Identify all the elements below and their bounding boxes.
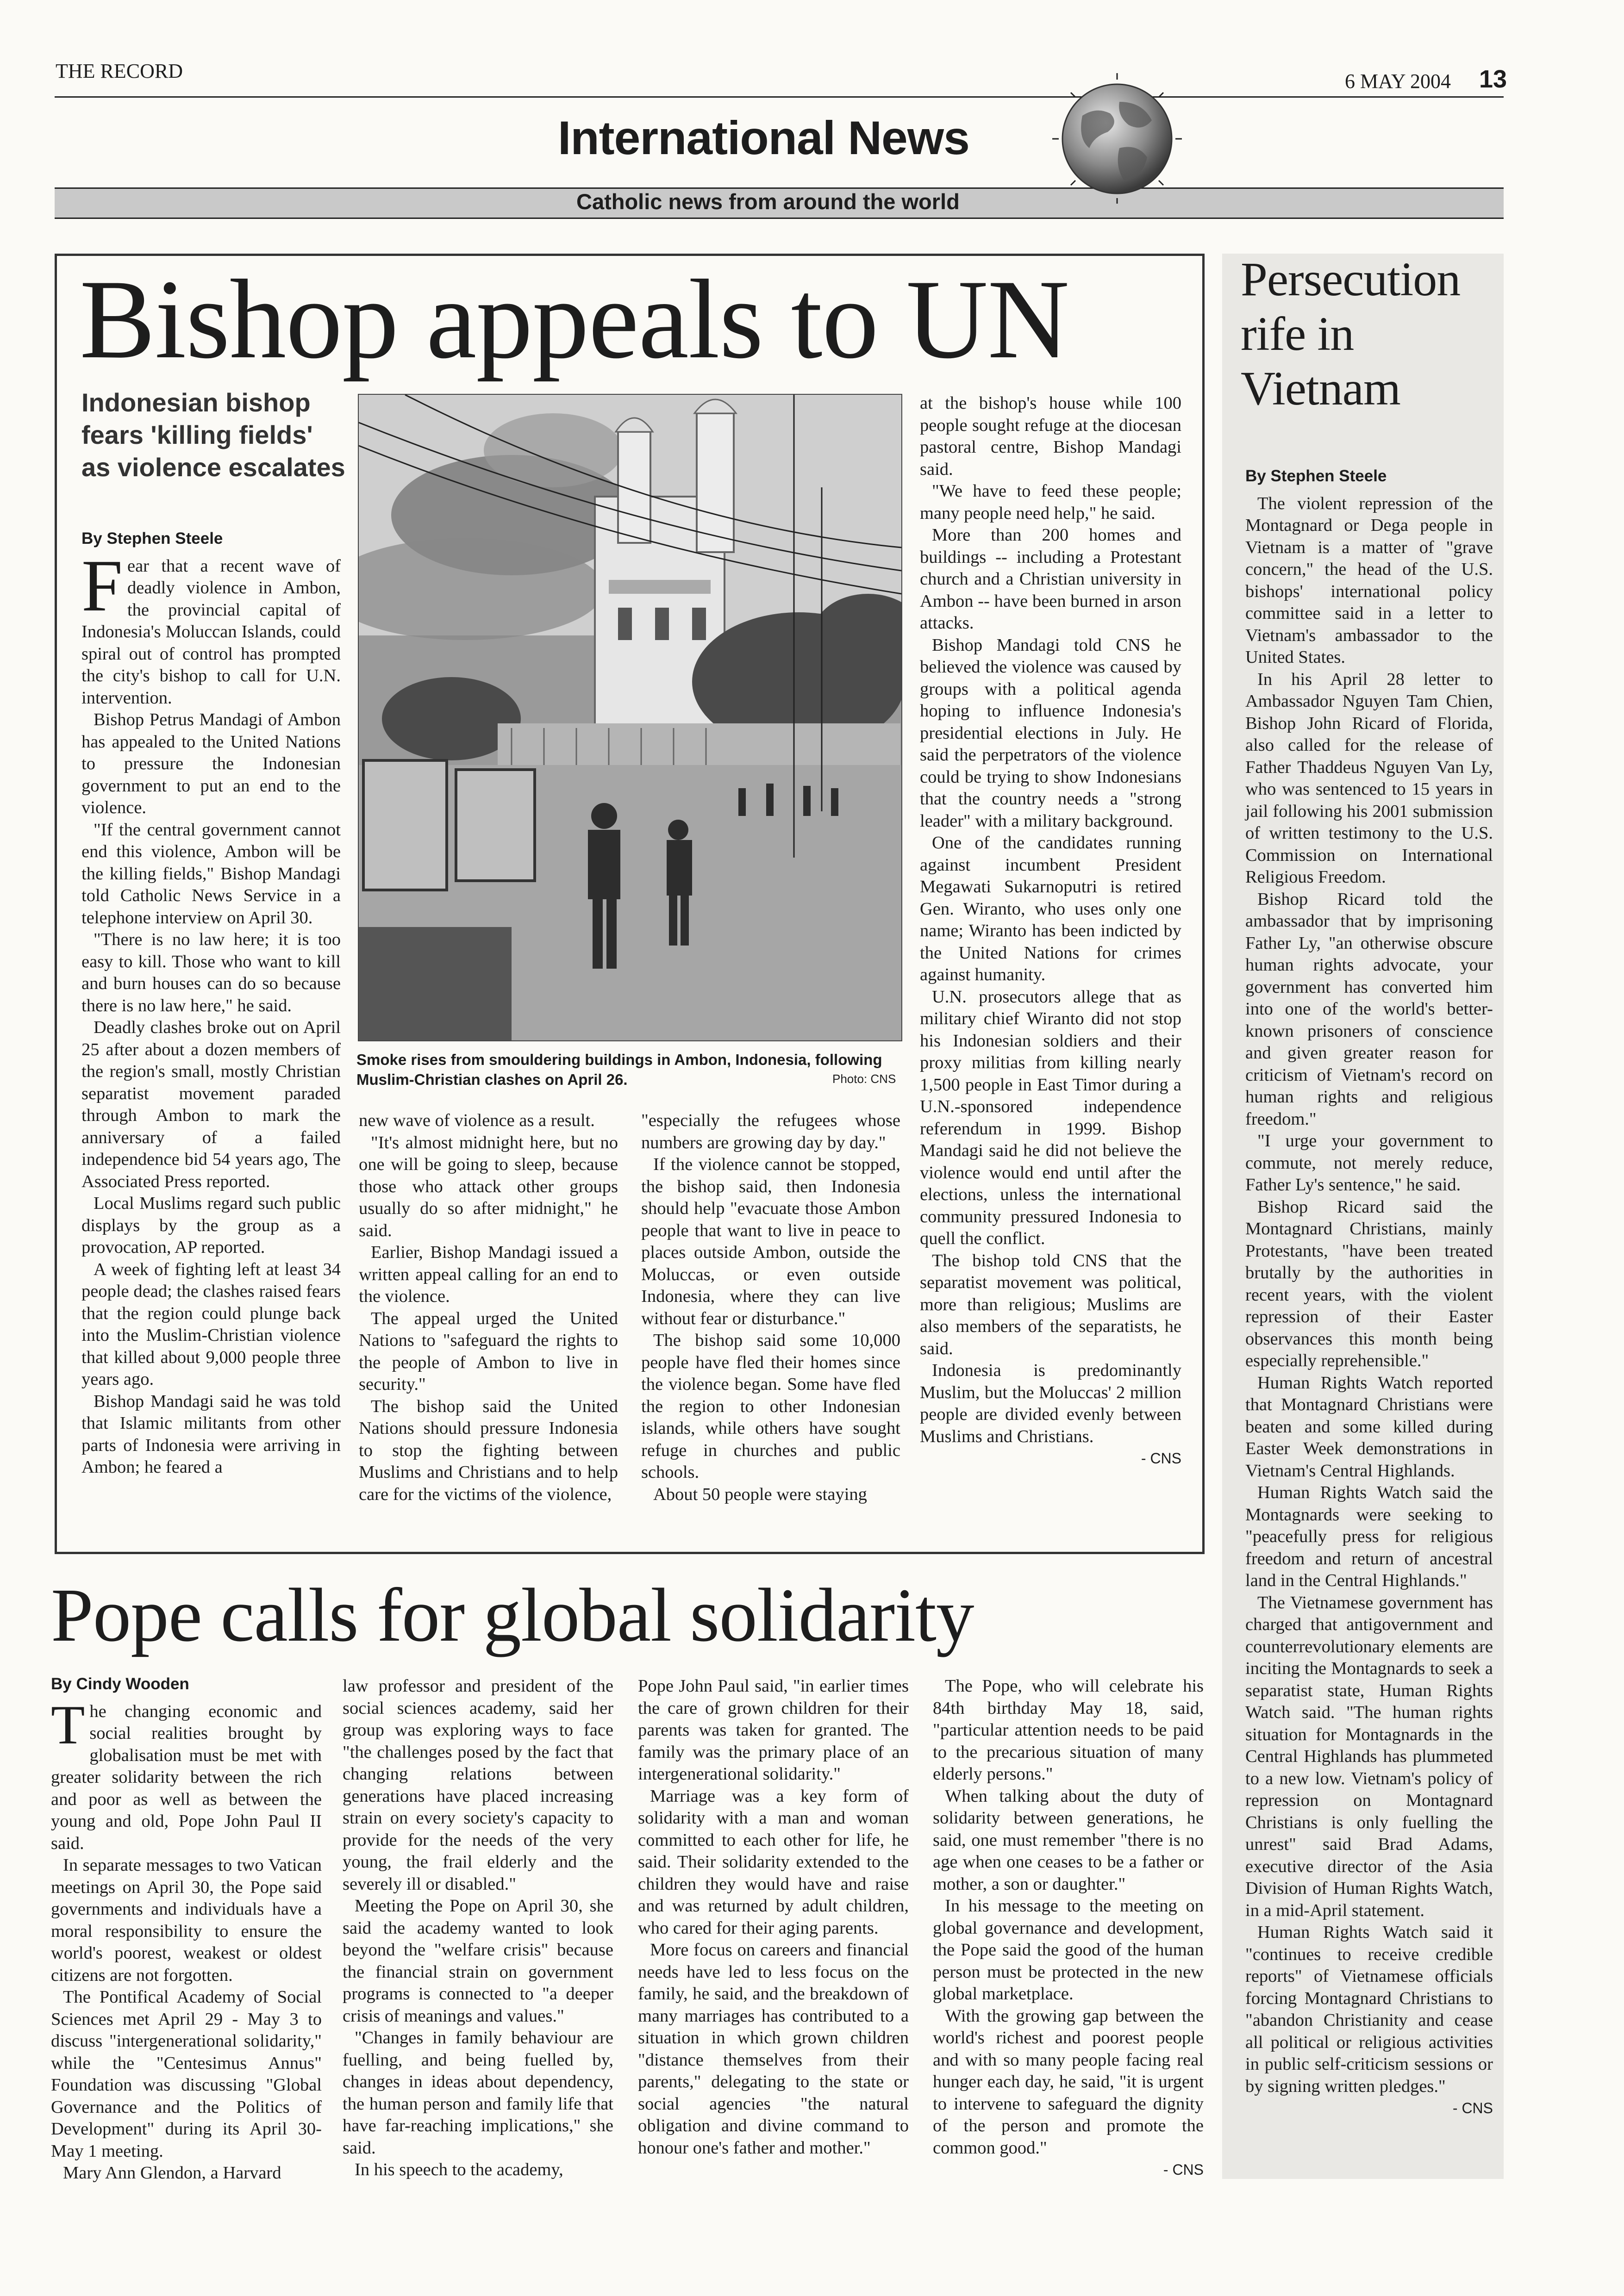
pope-column-4 <box>933 1675 1204 2181</box>
paragraph: The Pope, who will celebrate his 84th birthday May 18, said, "particular attention needs to be paid to the precarious situation of many elderly persons." <box>933 1676 1204 1784</box>
lead-column-3 <box>641 1110 900 1506</box>
sidebar-headline: Persecution rife in Vietnam <box>1241 253 1461 415</box>
paragraph: The appeal urged the United Nations to "safeguard the rights to the people of Ambon to live in security." <box>359 1308 618 1394</box>
paragraph: "I urge your government to commute, not merely reduce, Father Ly's sentence," he said. <box>1245 1131 1493 1195</box>
paragraph: Human Rights Watch reported that Montagnard Christians were beaten and some killed during Easter Week demonstrations in Vietnam's Central Highlands. <box>1245 1373 1493 1481</box>
paragraph: "If the central government cannot end this violence, Ambon will be the killing fields," Bishop Mandagi told Catholic News Service in a telephone interview on April 30. <box>81 820 341 927</box>
pope-headline: Pope calls for global solidarity <box>51 1573 974 1657</box>
masthead-rule <box>55 96 1504 98</box>
lead-column-1 <box>81 528 341 1479</box>
photo-credit: Photo: CNS <box>832 1072 896 1086</box>
sidebar-signoff: - CNS <box>1452 2100 1493 2116</box>
paragraph: Indonesia is predominantly Muslim, but the Moluccas' 2 million people are divided evenly between Muslims and Christians. <box>920 1361 1181 1446</box>
paragraph: Pope John Paul said, "in earlier times the care of grown children for their parents was taken for granted. The family was the primary place of an intergenerational solidarity." <box>638 1676 909 1784</box>
lead-column-4 <box>920 392 1181 1470</box>
paragraph: Earlier, Bishop Mandagi issued a written appeal calling for an end to the violence. <box>359 1243 618 1306</box>
paragraph: The bishop said the United Nations should pressure Indonesia to stop the fighting between Muslims and Christians and to help care for the victims of the violence, <box>359 1396 618 1504</box>
paragraph: The bishop told CNS that the separatist movement was political, more than religious; Muslims are also members of the separatists, he said. <box>920 1251 1181 1358</box>
paragraph: U.N. prosecutors allege that as military chief Wiranto did not stop his Indonesian soldiers and their proxy militias from killing nearly 1,500 people in East Timor during a U.N.-sponsored independence referendum in 1999. Bishop Mandagi said he did not believe the violence would end until after the elections, unless the international community pressured Indonesia to quell the conflict. <box>920 987 1181 1248</box>
paragraph: "especially the refugees whose numbers are growing day by day." <box>641 1111 900 1152</box>
paragraph: Marriage was a key form of solidarity with a man and woman committed to each other for life, he said. Their solidarity extended to the children they would have and raise and was returned by adult children, who cared for their aging parents. <box>638 1786 909 1938</box>
lead-headline: Bishop appeals to UN <box>80 256 1069 382</box>
lead-column-2 <box>359 1110 618 1506</box>
paragraph: Deadly clashes broke out on April 25 after about a dozen members of the region's small, mostly Christian separatist movement paraded through Ambon to mark the anniversary of a failed independence bid 54 years ago, The Associated Press reported. <box>81 1018 341 1191</box>
paragraph: "We have to feed these people; many people need help," he said. <box>920 481 1181 523</box>
paragraph: The Pontifical Academy of Social Sciences met April 29 - May 3 to discuss "intergenerational solidarity," while the "Centesimus Annus" Foundation was discussing "Global Governance and the Politics of Development" during its April 30-May 1 meeting. <box>51 1987 322 2161</box>
paragraph: The violent repression of the Montagnard or Dega people in Vietnam is a matter of "grave concern," the head of the U.S. bishops' international policy committee said in a letter to Vietnam's ambassador to the United States. <box>1245 493 1493 667</box>
paragraph: law professor and president of the social sciences academy, said her group was exploring ways to face "the challenges posed by the fact that changing relations between generations have placed increasing strain on every society's capacity to provide for the needs of the very young, the frail elderly and the severely ill or disabled." <box>343 1676 613 1894</box>
pope-column-1 <box>51 1673 322 2184</box>
paragraph: In separate messages to two Vatican meetings on April 30, the Pope said governments and individuals have a moral responsibility to ensure the world's poorest, weakest or oldest citizens are not forgotten. <box>51 1855 322 1985</box>
paragraph: new wave of violence as a result. <box>359 1111 595 1130</box>
paragraph: Bishop Ricard told the ambassador that by imprisoning Father Ly, "an otherwise obscure human rights advocate, your government has converted him into one of the world's better-known prisoners of conscience and given greater reason for criticism of Vietnam's record on human rights and religious freedom." <box>1245 889 1493 1129</box>
paragraph: One of the candidates running against incumbent President Megawati Sukarnoputri is retired Gen. Wiranto, who uses only one name; Wiranto has been indicted by the United Nations for crimes against humanity. <box>920 833 1181 984</box>
pope-column-2 <box>343 1675 613 2181</box>
paragraph: ear that a recent wave of deadly violence in Ambon, the provincial capital of Indonesia's Moluccan Islands, could spiral out of control has prompted the city's bishop to call for U.N. intervention. <box>81 556 341 708</box>
sidebar-body <box>1245 465 1493 2120</box>
paragraph: A week of fighting left at least 34 people dead; the clashes raised fears that the region could plunge back into the Muslim-Christian violence that killed about 9,000 people three years ago. <box>81 1259 341 1389</box>
paragraph: he changing economic and social realities brought by globalisation must be met with greater solidarity between the rich and poor as well as between the young and old, Pope John Paul II said. <box>51 1701 322 1853</box>
pope-signoff: - CNS <box>1163 2161 1204 2178</box>
section-subtitle: Catholic news from around the world <box>576 189 960 214</box>
paragraph: Mary Ann Glendon, a Harvard <box>63 2163 281 2183</box>
sidebar-byline: By Stephen Steele <box>1245 467 1387 485</box>
paragraph: If the violence cannot be stopped, the bishop said, then Indonesia should help "evacuate those Ambon people that want to live in peace to places outside Ambon, outside the Moluccas, or even outside Indonesia, where they can live without fear or disturbance." <box>641 1155 900 1328</box>
paragraph: In his message to the meeting on global governance and development, the Pope said the good of the human person must be protected in the new global marketplace. <box>933 1896 1204 2004</box>
paragraph: Meeting the Pope on April 30, she said the academy wanted to look beyond the "welfare crisis" because the financial strain on government programs is connected to "a deeper crisis of meanings and values." <box>343 1896 613 2026</box>
paragraph: "There is no law here; it is too easy to kill. Those who want to kill and burn houses can do so because there is no law here," he said. <box>81 930 341 1015</box>
paragraph: In his April 28 letter to Ambassador Nguyen Tam Chien, Bishop John Ricard of Florida, also called for the release of Father Thaddeus Nguyen Van Ly, who was sentenced to 15 years in jail following his 2001 submission of written testimony to the U.S. Commission on International Religious Freedom. <box>1245 669 1493 887</box>
paragraph: Human Rights Watch said the Montagnards were seeking to "peacefully press for religious freedom and return of ancestral land in the Central Highlands." <box>1245 1483 1493 1590</box>
paragraph: More focus on careers and financial needs have led to less focus on the family, he said, and the breakdown of many marriages has contributed to a situation in which grown children "distance themselves from their parents," delegating to the state or social agencies "the natural obligation and divine command to honour one's father and mother." <box>638 1940 909 2158</box>
paragraph: With the growing gap between the world's richest and poorest people and with so many people facing real hunger each day, he said, "it is urgent to intervene to safeguard the dignity of the person and promote the common good." <box>933 2006 1204 2158</box>
paragraph: "It's almost midnight here, but no one will be going to sleep, because those who attack other groups usually do so after midnight," he said. <box>359 1132 618 1240</box>
lead-signoff: - CNS <box>1141 1450 1181 1467</box>
paragraph: The Vietnamese government has charged that antigovernment and counterrevolutionary elements are inciting the Montagnards to seek a separatist state, Human Rights Watch said. "The human rights situation for Montagnards in the Central Highlands has plummeted to a new low. Vietnam's policy of repression on Montagnard Christians is only fuelling the unrest" said Brad Adams, executive director of the Asia Division of Human Rights Watch, in a mid-April statement. <box>1245 1593 1493 1920</box>
paragraph: When talking about the duty of solidarity between generations, he said, one must remember "there is no age when one ceases to be a father or mother, a son or daughter." <box>933 1786 1204 1894</box>
paragraph: Bishop Mandagi said he was told that Islamic militants from other parts of Indonesia were arriving in Ambon; he feared a <box>81 1391 341 1477</box>
paragraph: Bishop Petrus Mandagi of Ambon has appealed to the United Nations to pressure the Indonesian government to put an end to the violence. <box>81 710 341 817</box>
paragraph: Human Rights Watch said it "continues to receive credible reports" of Vietnamese officials forcing Montagnard Christians to "abandon Christianity and cease all political or religious activities in public self-criticism sessions or by signing written pledges." <box>1245 1923 1493 2096</box>
paragraph: In his speech to the academy, <box>355 2160 563 2179</box>
paragraph: More than 200 homes and buildings -- including a Protestant church and a Christian university in Ambon -- have been burned in arson attacks. <box>920 525 1181 633</box>
issue-date: 6 MAY 2004 <box>1345 70 1451 93</box>
paragraph: "Changes in family behaviour are fuelling, and being fuelled by, changes in ideas about dependency, the human person and family life that have far-reaching implications," she said. <box>343 2028 613 2158</box>
pope-byline: By Cindy Wooden <box>51 1675 189 1693</box>
lead-byline: By Stephen Steele <box>81 529 223 548</box>
paragraph: at the bishop's house while 100 people sought refuge at the diocesan pastoral centre, Bishop Mandagi said. <box>920 393 1181 479</box>
pope-column-3 <box>638 1675 909 2159</box>
news-photo <box>358 394 902 1041</box>
section-title: International News <box>558 112 969 164</box>
paragraph: Local Muslims regard such public displays by the group as a provocation, AP reported. <box>81 1194 341 1257</box>
page-number: 13 <box>1479 65 1507 93</box>
paper-name: THE RECORD <box>56 60 183 82</box>
paragraph: The bishop said some 10,000 people have fled their homes since the violence began. Some have fled the region to other Indonesian islands, while others have sought refuge in churches and public schools. <box>641 1331 900 1482</box>
paragraph: About 50 people were staying <box>653 1484 867 1504</box>
lead-subhead: Indonesian bishop fears 'killing fields' as violence escalates <box>81 388 345 482</box>
photo-caption: Smoke rises from smouldering buildings in Ambon, Indonesia, following Muslim-Christian clashes on April 26. <box>356 1051 882 1088</box>
paragraph: Bishop Ricard said the Montagnard Christians, mainly Protestants, "have been treated brutally by the authorities in recent years, with the violent repression of their Easter observances this month being especially reprehensible." <box>1245 1197 1493 1370</box>
paragraph: Bishop Mandagi told CNS he believed the violence was caused by groups with a political agenda hoping to influence Indonesia's presidential elections in July. He said the perpetrators of the violence could be trying to show Indonesians that the country needs a "strong leader" with a military background. <box>920 635 1181 831</box>
lead-dropcap: F <box>81 544 123 627</box>
pope-dropcap: T <box>51 1693 85 1755</box>
globe-icon <box>1050 69 1184 204</box>
